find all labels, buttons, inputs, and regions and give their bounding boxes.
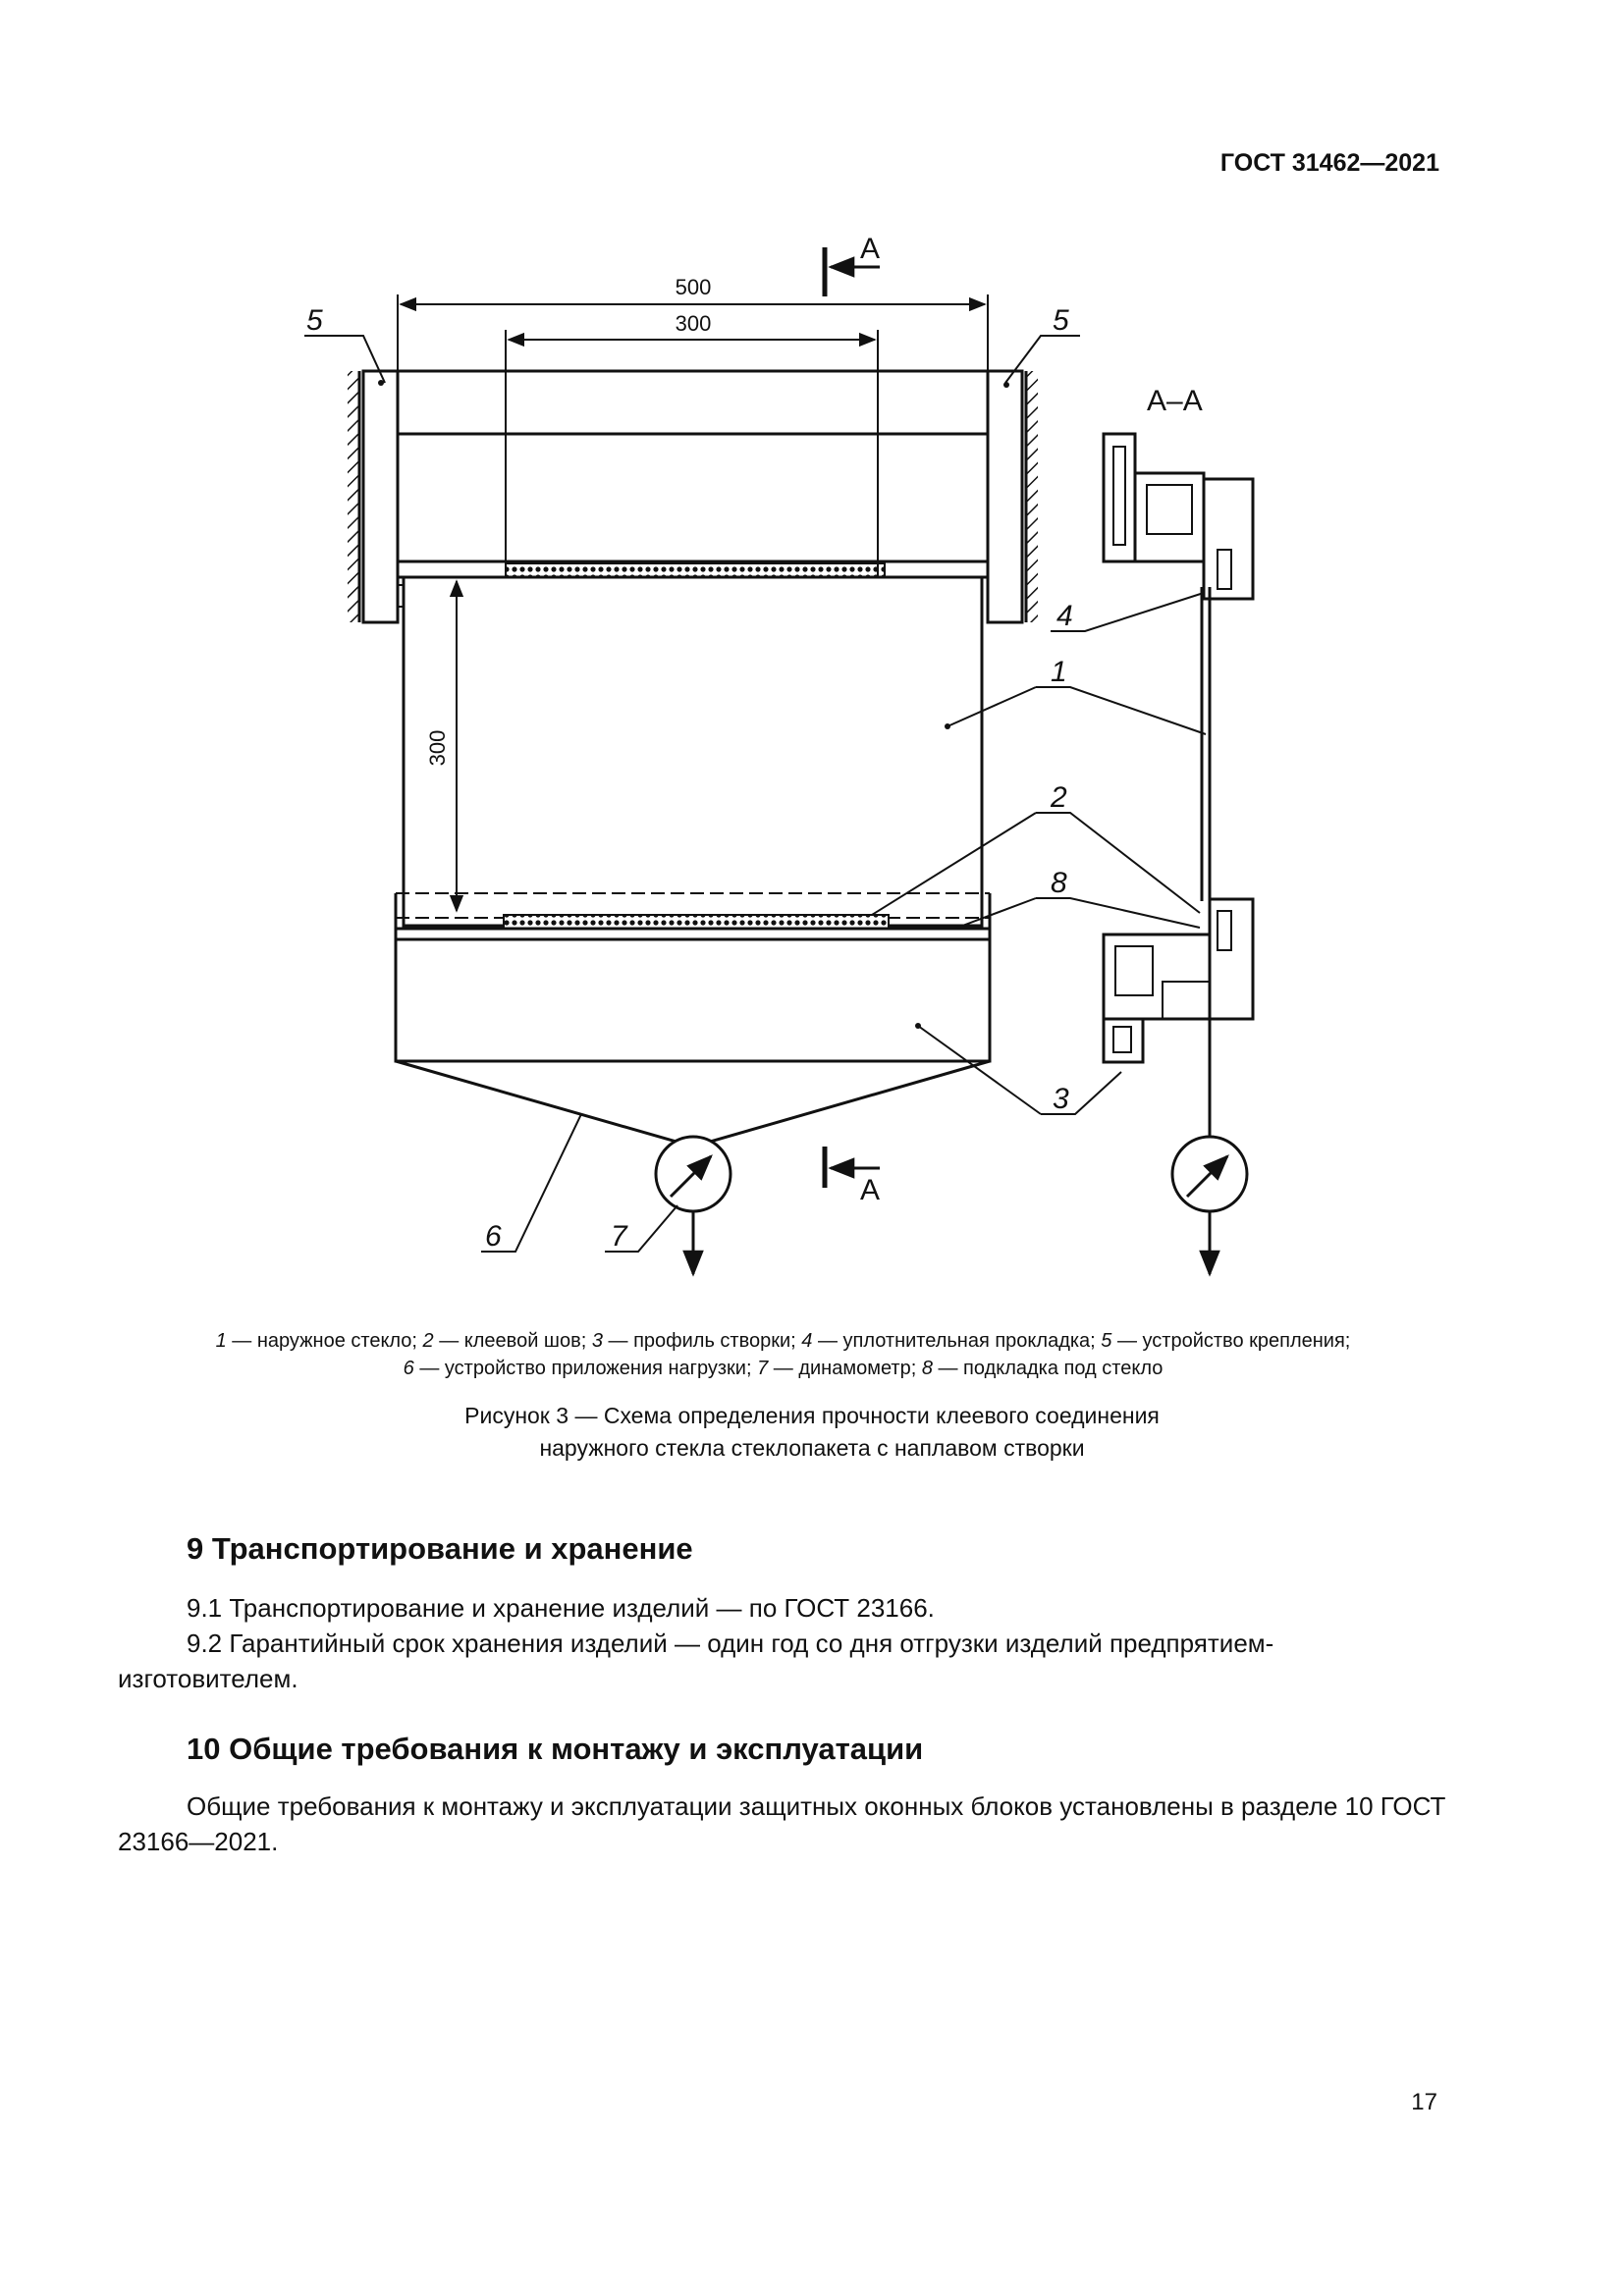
callout-5-right: 5 xyxy=(1053,304,1069,337)
leader-1 xyxy=(1036,687,1206,734)
lower-profile xyxy=(396,939,990,1061)
callout-7: 7 xyxy=(611,1220,627,1253)
load-application-device xyxy=(396,1061,990,1147)
callout-2: 2 xyxy=(1051,781,1067,814)
callout-3: 3 xyxy=(1053,1083,1069,1115)
callout-5-left: 5 xyxy=(306,304,323,337)
page-number: 17 xyxy=(1411,2089,1437,2115)
dim-500-label: 500 xyxy=(675,275,712,299)
legend-line-2: 6 — устройство приложения нагрузки; 7 — динамометр; 8 — подкладка под стекло xyxy=(403,1358,1164,1379)
section-10-heading: 10 Общие требования к монтажу и эксплуатации xyxy=(187,1732,924,1766)
callout-4: 4 xyxy=(1056,600,1073,632)
callout-6: 6 xyxy=(485,1220,502,1253)
figure-caption: Рисунок 3 — Схема определения прочности клеевого соединения наружного стекла стеклопакета с наплавом створки xyxy=(464,1403,1160,1461)
legend-line-1: 1 — наружное стекло; 2 — клеевой шов; 3 — профиль створки; 4 — уплотнительная прокладка; 5 — устройство крепления; xyxy=(215,1330,1351,1352)
dim-300-width-label: 300 xyxy=(675,311,712,336)
leader-4 xyxy=(1051,591,1210,631)
leader-8 xyxy=(1036,898,1200,928)
section-view-label: А–А xyxy=(1147,385,1203,417)
left-mount xyxy=(363,371,398,622)
upper-profile xyxy=(398,371,988,561)
upper-adhesive-seam xyxy=(506,563,885,577)
outer-glass xyxy=(404,577,982,926)
callout-1: 1 xyxy=(1051,656,1067,688)
section-10-paragraph-1: Общие требования к монтажу и эксплуатации защитных оконных блоков установлены в разделе 10 ГОСТ 23166—2021. xyxy=(118,1791,1446,1856)
right-mount xyxy=(988,371,1022,622)
section-mark-bottom: А xyxy=(860,1174,881,1206)
section-mark-top: А xyxy=(860,233,881,265)
document-header: ГОСТ 31462—2021 xyxy=(1219,149,1439,177)
figure-legend xyxy=(118,1327,1448,1382)
dim-300-height-label: 300 xyxy=(425,729,450,767)
section-view-aa xyxy=(1104,434,1253,1062)
section-9-heading: 9 Транспортирование и хранение xyxy=(187,1531,693,1566)
section-9-paragraph-1: 9.1 Транспортирование и хранение изделий — по ГОСТ 23166. xyxy=(187,1593,935,1623)
callout-8: 8 xyxy=(1051,867,1067,899)
section-9-paragraph-2: 9.2 Гарантийный срок хранения изделий — один год со дня отгрузки изделий предпрятием-изготовителем. xyxy=(118,1629,1274,1693)
lower-adhesive-seam xyxy=(504,915,889,929)
